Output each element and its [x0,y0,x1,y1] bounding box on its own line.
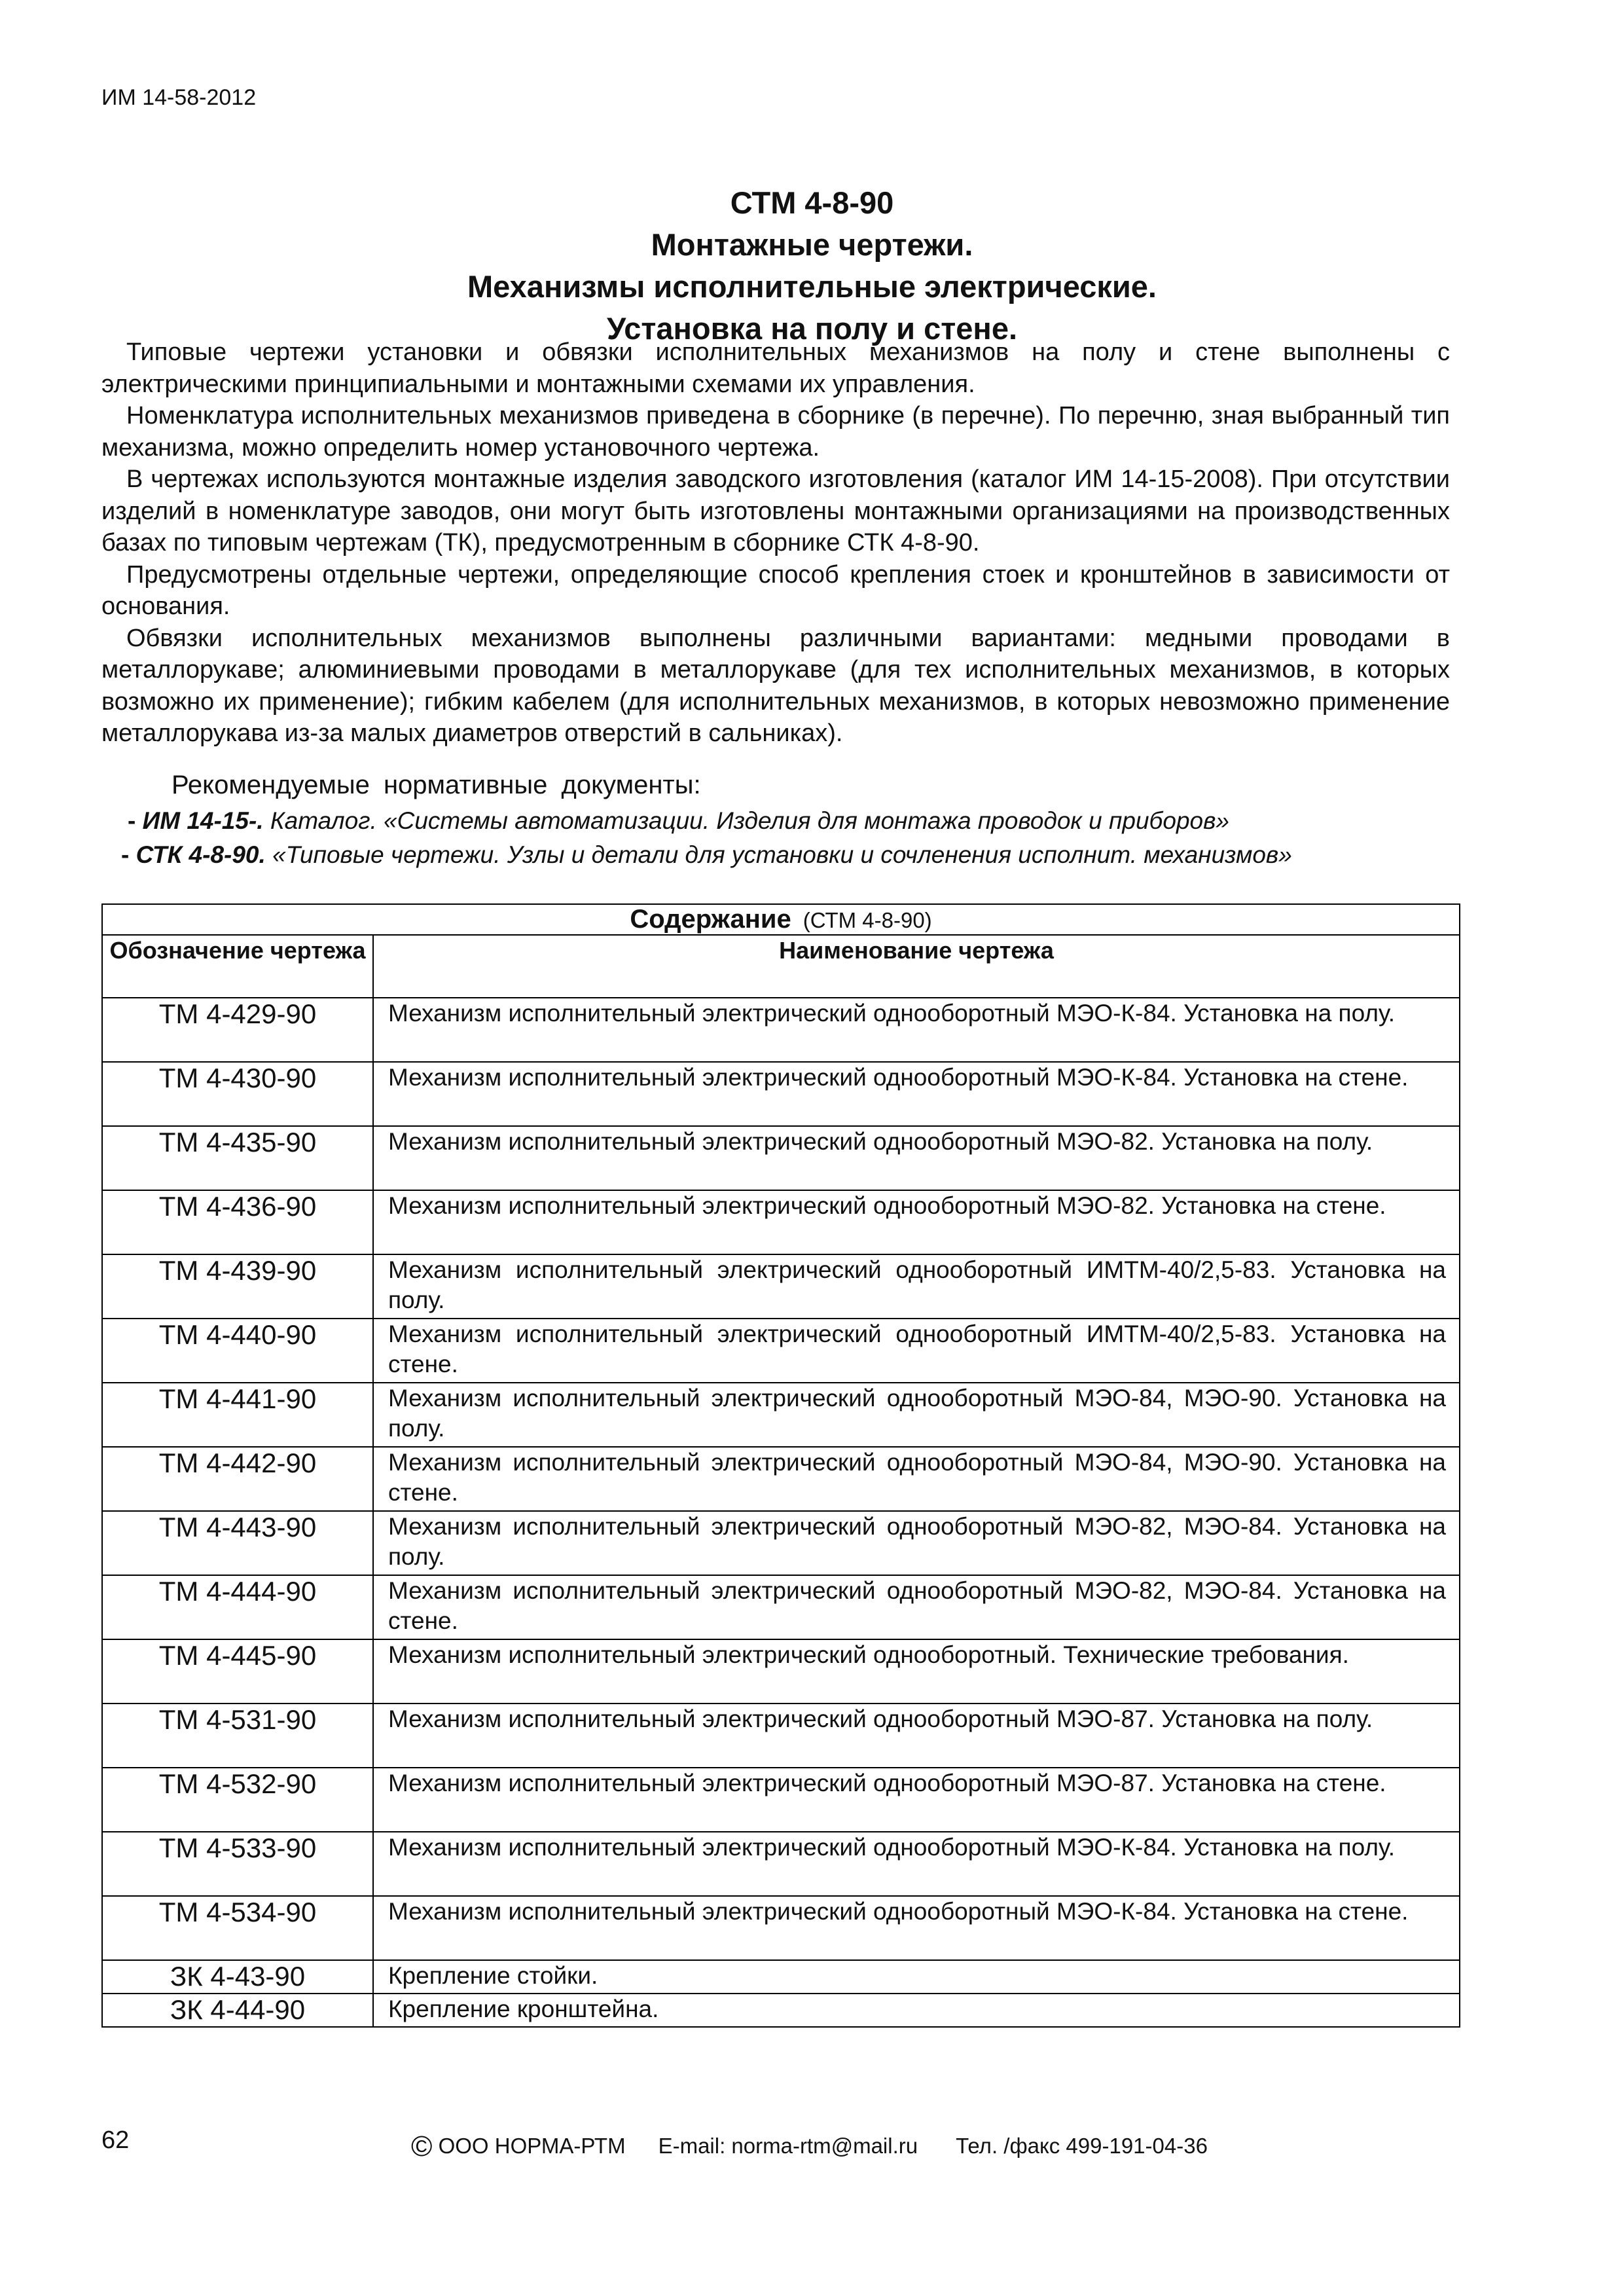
table-row [102,1062,1460,1126]
drawing-name-cell: Крепление стойки. [373,1960,1460,1994]
table-row [102,1126,1460,1190]
table-caption-title: Содержание [630,905,791,934]
reference-item [128,807,1229,835]
drawing-code-cell: ТМ 4-439-90 [102,1254,373,1319]
body-paragraph: Обвязки исполнительных механизмов выполнены различными вариантами: медными проводами в металлорукаве; алюминиевыми проводами в металлорукаве (для тех исполнительных механизмов, в которых возможно их применение); гибким кабелем (для исполнительных механизмов, в которых невозможно применение металлорукава из-за малых диаметров отверстий в сальниках). [101,624,1450,747]
body-paragraph: Типовые чертежи установки и обвязки исполнительных механизмов на полу и стене выполнены с электрическими принципиальными и монтажными схемами их управления. [101,338,1450,398]
footer-email: E-mail: norma-rtm@mail.ru [658,2134,918,2158]
table-row [102,998,1460,1062]
drawing-code-cell: ТМ 4-440-90 [102,1319,373,1383]
references-heading: Рекомендуемые нормативные документы: [171,771,701,799]
drawing-name-cell: Механизм исполнительный электрический однооборотный МЭО-87. Установка на стене. [373,1768,1460,1832]
drawing-code-cell: ТМ 4-534-90 [102,1896,373,1960]
drawing-code-cell: ТМ 4-430-90 [102,1062,373,1126]
body-paragraph: В чертежах используются монтажные изделия заводского изготовления (каталог ИМ 14-15-2008). При отсутствии изделий в номенклатуре заводов, они могут быть изготовлены монтажными организациями на производственных базах по типовым чертежам (ТК), предусмотренным в сборнике СТК 4-8-90. [101,465,1450,556]
drawing-code-cell: ТМ 4-442-90 [102,1447,373,1511]
reference-item [121,841,1292,869]
table-row [102,1896,1460,1960]
drawing-name-cell: Механизм исполнительный электрический однооборотный МЭО-82. Установка на полу. [373,1126,1460,1190]
drawing-code-cell: ТМ 4-444-90 [102,1575,373,1639]
drawing-code-cell: ТМ 4-532-90 [102,1768,373,1832]
drawing-name-cell: Механизм исполнительный электрический однооборотный МЭО-87. Установка на полу. [373,1704,1460,1768]
table-row [102,1511,1460,1575]
drawing-code-cell: ЗК 4-44-90 [102,1994,373,2027]
table-row [102,1768,1460,1832]
drawing-name-cell: Механизм исполнительный электрический однооборотный МЭО-82, МЭО-84. Установка на полу. [373,1511,1460,1575]
table-row [102,1960,1460,1994]
drawing-name-cell: Механизм исполнительный электрический однооборотный МЭО-82. Установка на стене. [373,1190,1460,1254]
table-row [102,1190,1460,1254]
table-row [102,1254,1460,1319]
table-caption-note: (СТМ 4-8-90) [803,908,932,932]
drawing-name-cell: Механизм исполнительный электрический однооборотный ИМТМ-40/2,5-83. Установка на стене. [373,1319,1460,1383]
reference-dash: - [128,807,136,834]
table-row [102,1832,1460,1896]
body-text [101,337,1450,750]
table-row [102,1994,1460,2027]
reference-code: ИМ 14-15-. [142,807,264,834]
drawing-code-cell: ТМ 4-443-90 [102,1511,373,1575]
drawing-name-cell: Механизм исполнительный электрический однооборотный МЭО-К-84. Установка на стене. [373,1896,1460,1960]
drawing-code-cell: ТМ 4-445-90 [102,1639,373,1704]
drawing-code-cell: ТМ 4-441-90 [102,1383,373,1447]
table-row [102,1383,1460,1447]
table-row [102,1575,1460,1639]
table-row [102,1704,1460,1768]
contents-table [101,903,1460,2028]
drawing-code-cell: ТМ 4-429-90 [102,998,373,1062]
drawing-name-cell: Механизм исполнительный электрический однооборотный МЭО-84, МЭО-90. Установка на стене. [373,1447,1460,1511]
column-header-name: Наименование чертежа [373,935,1460,998]
body-paragraph: Номенклатура исполнительных механизмов приведена в сборнике (в перечне). По перечню, зная выбранный тип механизма, можно определить номер установочного чертежа. [101,402,1450,462]
table-header-row [102,935,1460,998]
table-caption [102,904,1460,935]
drawing-code-cell: ТМ 4-435-90 [102,1126,373,1190]
title-line: Механизмы исполнительные электрические. [467,269,1157,304]
footer-company: ООО НОРМА-РТМ [438,2134,626,2158]
title-line: СТМ 4-8-90 [730,185,894,220]
table-row [102,1447,1460,1511]
footer-phone: Тел. /факс 499-191-04-36 [956,2134,1208,2158]
reference-text: «Типовые чертежи. Узлы и детали для установки и сочленения исполнит. механизмов» [272,841,1292,868]
reference-dash: - [121,841,130,868]
copyright-icon: © [411,2130,433,2162]
column-header-code: Обозначение чертежа [102,935,373,998]
body-paragraph: Предусмотрены отдельные чертежи, определяющие способ крепления стоек и кронштейнов в зависимости от основания. [101,560,1450,620]
table-row [102,1319,1460,1383]
drawing-code-cell: ТМ 4-531-90 [102,1704,373,1768]
table-row [102,1639,1460,1704]
drawing-code-cell: ТМ 4-436-90 [102,1190,373,1254]
page-number: 62 [101,2126,130,2154]
title-line: Монтажные чертежи. [651,227,973,262]
drawing-name-cell: Механизм исполнительный электрический однооборотный. Технические требования. [373,1639,1460,1704]
drawing-name-cell: Механизм исполнительный электрический однооборотный МЭО-К-84. Установка на полу. [373,1832,1460,1896]
drawing-name-cell: Механизм исполнительный электрический однооборотный ИМТМ-40/2,5-83. Установка на полу. [373,1254,1460,1319]
drawing-name-cell: Механизм исполнительный электрический однооборотный МЭО-82, МЭО-84. Установка на стене. [373,1575,1460,1639]
reference-text: Каталог. «Системы автоматизации. Изделия для монтажа проводок и приборов» [270,807,1229,834]
drawing-code-cell: ТМ 4-533-90 [102,1832,373,1896]
title-line: Установка на полу и стене. [606,311,1018,346]
drawing-name-cell: Механизм исполнительный электрический однооборотный МЭО-К-84. Установка на полу. [373,998,1460,1062]
document-code: ИМ 14-58-2012 [101,85,257,110]
table-caption-row [102,904,1460,935]
document-title [0,182,1624,350]
footer-contact [411,2130,1208,2163]
drawing-name-cell: Механизм исполнительный электрический однооборотный МЭО-84, МЭО-90. Установка на полу. [373,1383,1460,1447]
drawing-code-cell: ЗК 4-43-90 [102,1960,373,1994]
reference-code: СТК 4-8-90. [135,841,266,868]
drawing-name-cell: Механизм исполнительный электрический однооборотный МЭО-К-84. Установка на стене. [373,1062,1460,1126]
drawing-name-cell: Крепление кронштейна. [373,1994,1460,2027]
